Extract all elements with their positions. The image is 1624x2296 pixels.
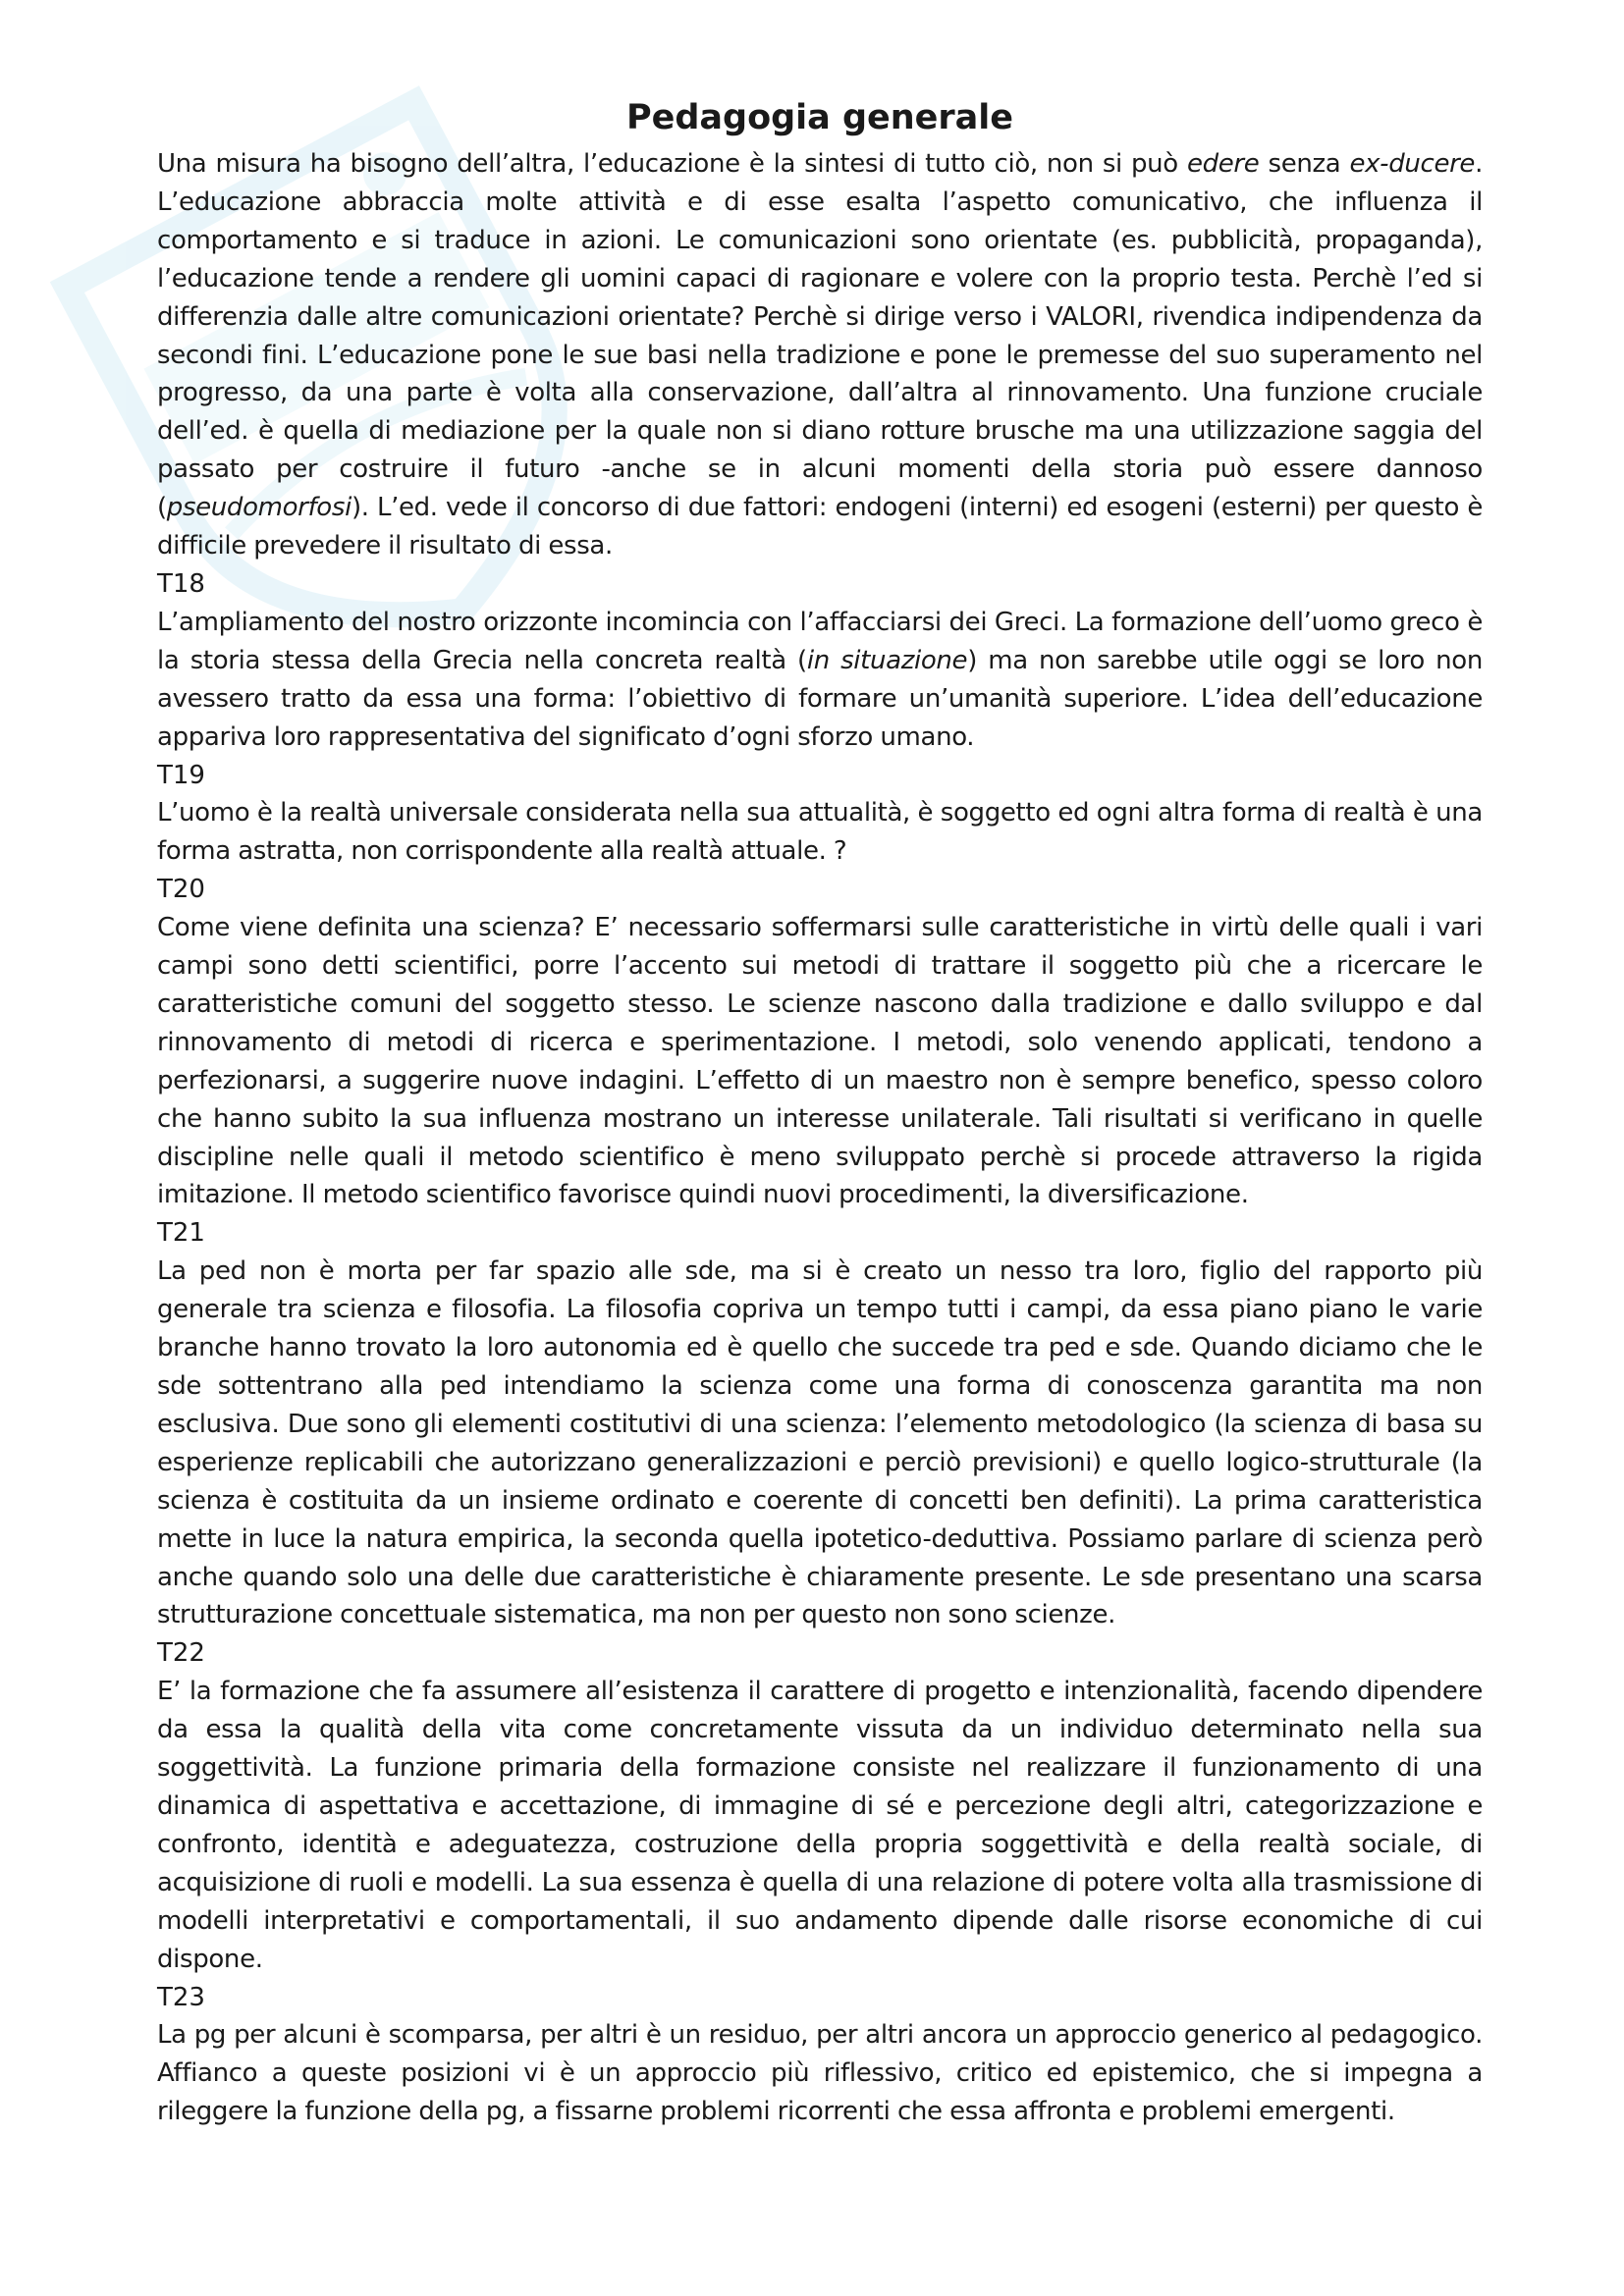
intro-emphasis-ex-ducere: ex-ducere <box>1349 149 1476 179</box>
intro-emphasis-edere: edere <box>1186 149 1260 179</box>
section-t21-paragraph: La ped non è morta per far spazio alle sde, ma si è creato un nesso tra loro, figlio del rapporto più generale tra scienza e filosofia. La filosofia copriva un tempo tutti i campi, da essa piano piano le varie branche hanno trovato la loro autonomia ed è quello che succede tra ped e sde. Quando diciamo che le sde sottentrano alla ped intendiamo la scienza come una forma di conoscenza garantita ma non esclusiva. Due sono gli elementi costitutivi di una scienza: l’elemento metodologico (la scienza di basa su esperienze replicabili che autorizzano generalizzazioni e perciò previsioni) e quello logico-strutturale (la scienza è costituita da un insieme ordinato e coerente di concetti ben definiti). La prima caratteristica mette in luce la natura empirica, la seconda quella ipotetico-deduttiva. Possiamo parlare di scienza però anche quando solo una delle due caratteristiche è chiaramente presente. Le sde presentano una scarsa strutturazione concettuale sistematica, ma non per questo non sono scienze. <box>157 1256 1483 1630</box>
t18-text-1: L’ampliamento del nostro orizzonte incomincia con l’affacciarsi dei Greci. La formazione dell’uomo greco è la storia stessa della Grecia nella concreta realtà ( <box>157 607 1483 675</box>
intro-text-2: senza <box>1259 149 1350 179</box>
section-t20-paragraph: Come viene definita una scienza? E’ necessario soffermarsi sulle caratteristiche in virtù delle quali i vari campi sono detti scientifici, porre l’accento sui metodi di trattare il soggetto più che a ricercare le caratteristiche comuni del soggetto stesso. Le scienze nascono dalla tradizione e dallo sviluppo e dal rinnovamento di metodi di ricerca e sperimentazione. I metodi, solo venendo applicati, tendono a perfezionarsi, a suggerire nuove indagini. L’effetto di un maestro non è sempre benefico, spesso coloro che hanno subito la sua influenza mostrano un interesse unilaterale. Tali risultati si verificano in quelle discipline nelle quali il metodo scientifico è meno sviluppato perchè si procede attraverso la rigida imitazione. Il metodo scientifico favorisce quindi nuovi procedimenti, la diversificazione. <box>157 913 1483 1210</box>
section-t19-paragraph: L’uomo è la realtà universale considerata nella sua attualità, è soggetto ed ogni altra forma di realtà è una forma astratta, non corrispondente alla realtà attuale. ? <box>157 798 1483 867</box>
section-t18-paragraph <box>157 604 1483 757</box>
section-label-t22: T22 <box>157 1638 205 1669</box>
intro-text-3: . L’educazione abbraccia molte attività e di esse esalta l’aspetto comunicativo, che influenza il comportamento e si traduce in azioni. Le comunicazioni sono orientate (es. pubblicità, propaganda), l’educazione tende a rendere gli uomini capaci di ragionare e volere con la proprio testa. Perchè l’ed si differenzia dalle altre comunicazioni orientate? Perchè si dirige verso i VALORI, rivendica indipendenza da secondi fini. L’educazione pone le sue basi nella tradizione e pone le premesse del suo superamento nel progresso, da una parte è volta alla conservazione, dall’altra al rinnovamento. Una funzione cruciale dell’ed. è quella di mediazione per la quale non si diano rotture brusche ma una utilizzazione saggia del passato per costruire il futuro -anche se in alcuni momenti della storia può essere dannoso ( <box>157 149 1483 523</box>
section-t23-paragraph: La pg per alcuni è scomparsa, per altri è un residuo, per altri ancora un approccio generico al pedagogico. Affianco a queste posizioni vi è un approccio più riflessivo, critico ed epistemico, che si impegna a rileggere la funzione della pg, a fissarne problemi ricorrenti che essa affronta e problemi emergenti. <box>157 2020 1483 2127</box>
section-label-t23: T23 <box>157 1982 205 2012</box>
t18-text-2: ) ma non sarebbe utile oggi se loro non avessero tratto da essa una forma: l’obiettivo di formare un’umanità superiore. L’idea dell’educazione appariva loro rappresentativa del significato d’ogni sforzo umano. <box>157 645 1483 752</box>
section-label-t21: T21 <box>157 1218 205 1249</box>
document-page <box>157 96 1483 2131</box>
section-label-t19: T19 <box>157 760 205 790</box>
intro-emphasis-pseudomorfosi: pseudomorfosi <box>166 493 352 523</box>
section-t22-paragraph: E’ la formazione che fa assumere all’esistenza il carattere di progetto e intenzionalità, facendo dipendere da essa la qualità della vita come concretamente vissuta da un individuo determinato nella sua soggettività. La funzione primaria della formazione consiste nel realizzare il funzionamento di una dinamica di aspettativa e accettazione, di immagine di sé e percezione degli altri, categorizzazione e confronto, identità e adeguatezza, costruzione della propria soggettività e della realtà sociale, di acquisizione di ruoli e modelli. La sua essenza è quella di una relazione di potere volta alla trasmissione di modelli interpretativi e comportamentali, il suo andamento dipende dalle risorse economiche di cui dispone. <box>157 1677 1483 1974</box>
intro-text-4: ). L’ed. vede il concorso di due fattori: endogeni (interni) ed esogeni (esterni) per questo è difficile prevedere il risultato di essa. <box>157 493 1483 561</box>
section-label-t20: T20 <box>157 875 205 905</box>
document-title: Pedagogia generale <box>625 98 1014 137</box>
intro-paragraph <box>157 145 1483 565</box>
section-label-t18: T18 <box>157 568 205 599</box>
intro-text-1: Una misura ha bisogno dell’altra, l’educazione è la sintesi di tutto ciò, non si può <box>157 149 1187 179</box>
t18-emphasis-in-situazione: in situazione <box>806 645 968 675</box>
